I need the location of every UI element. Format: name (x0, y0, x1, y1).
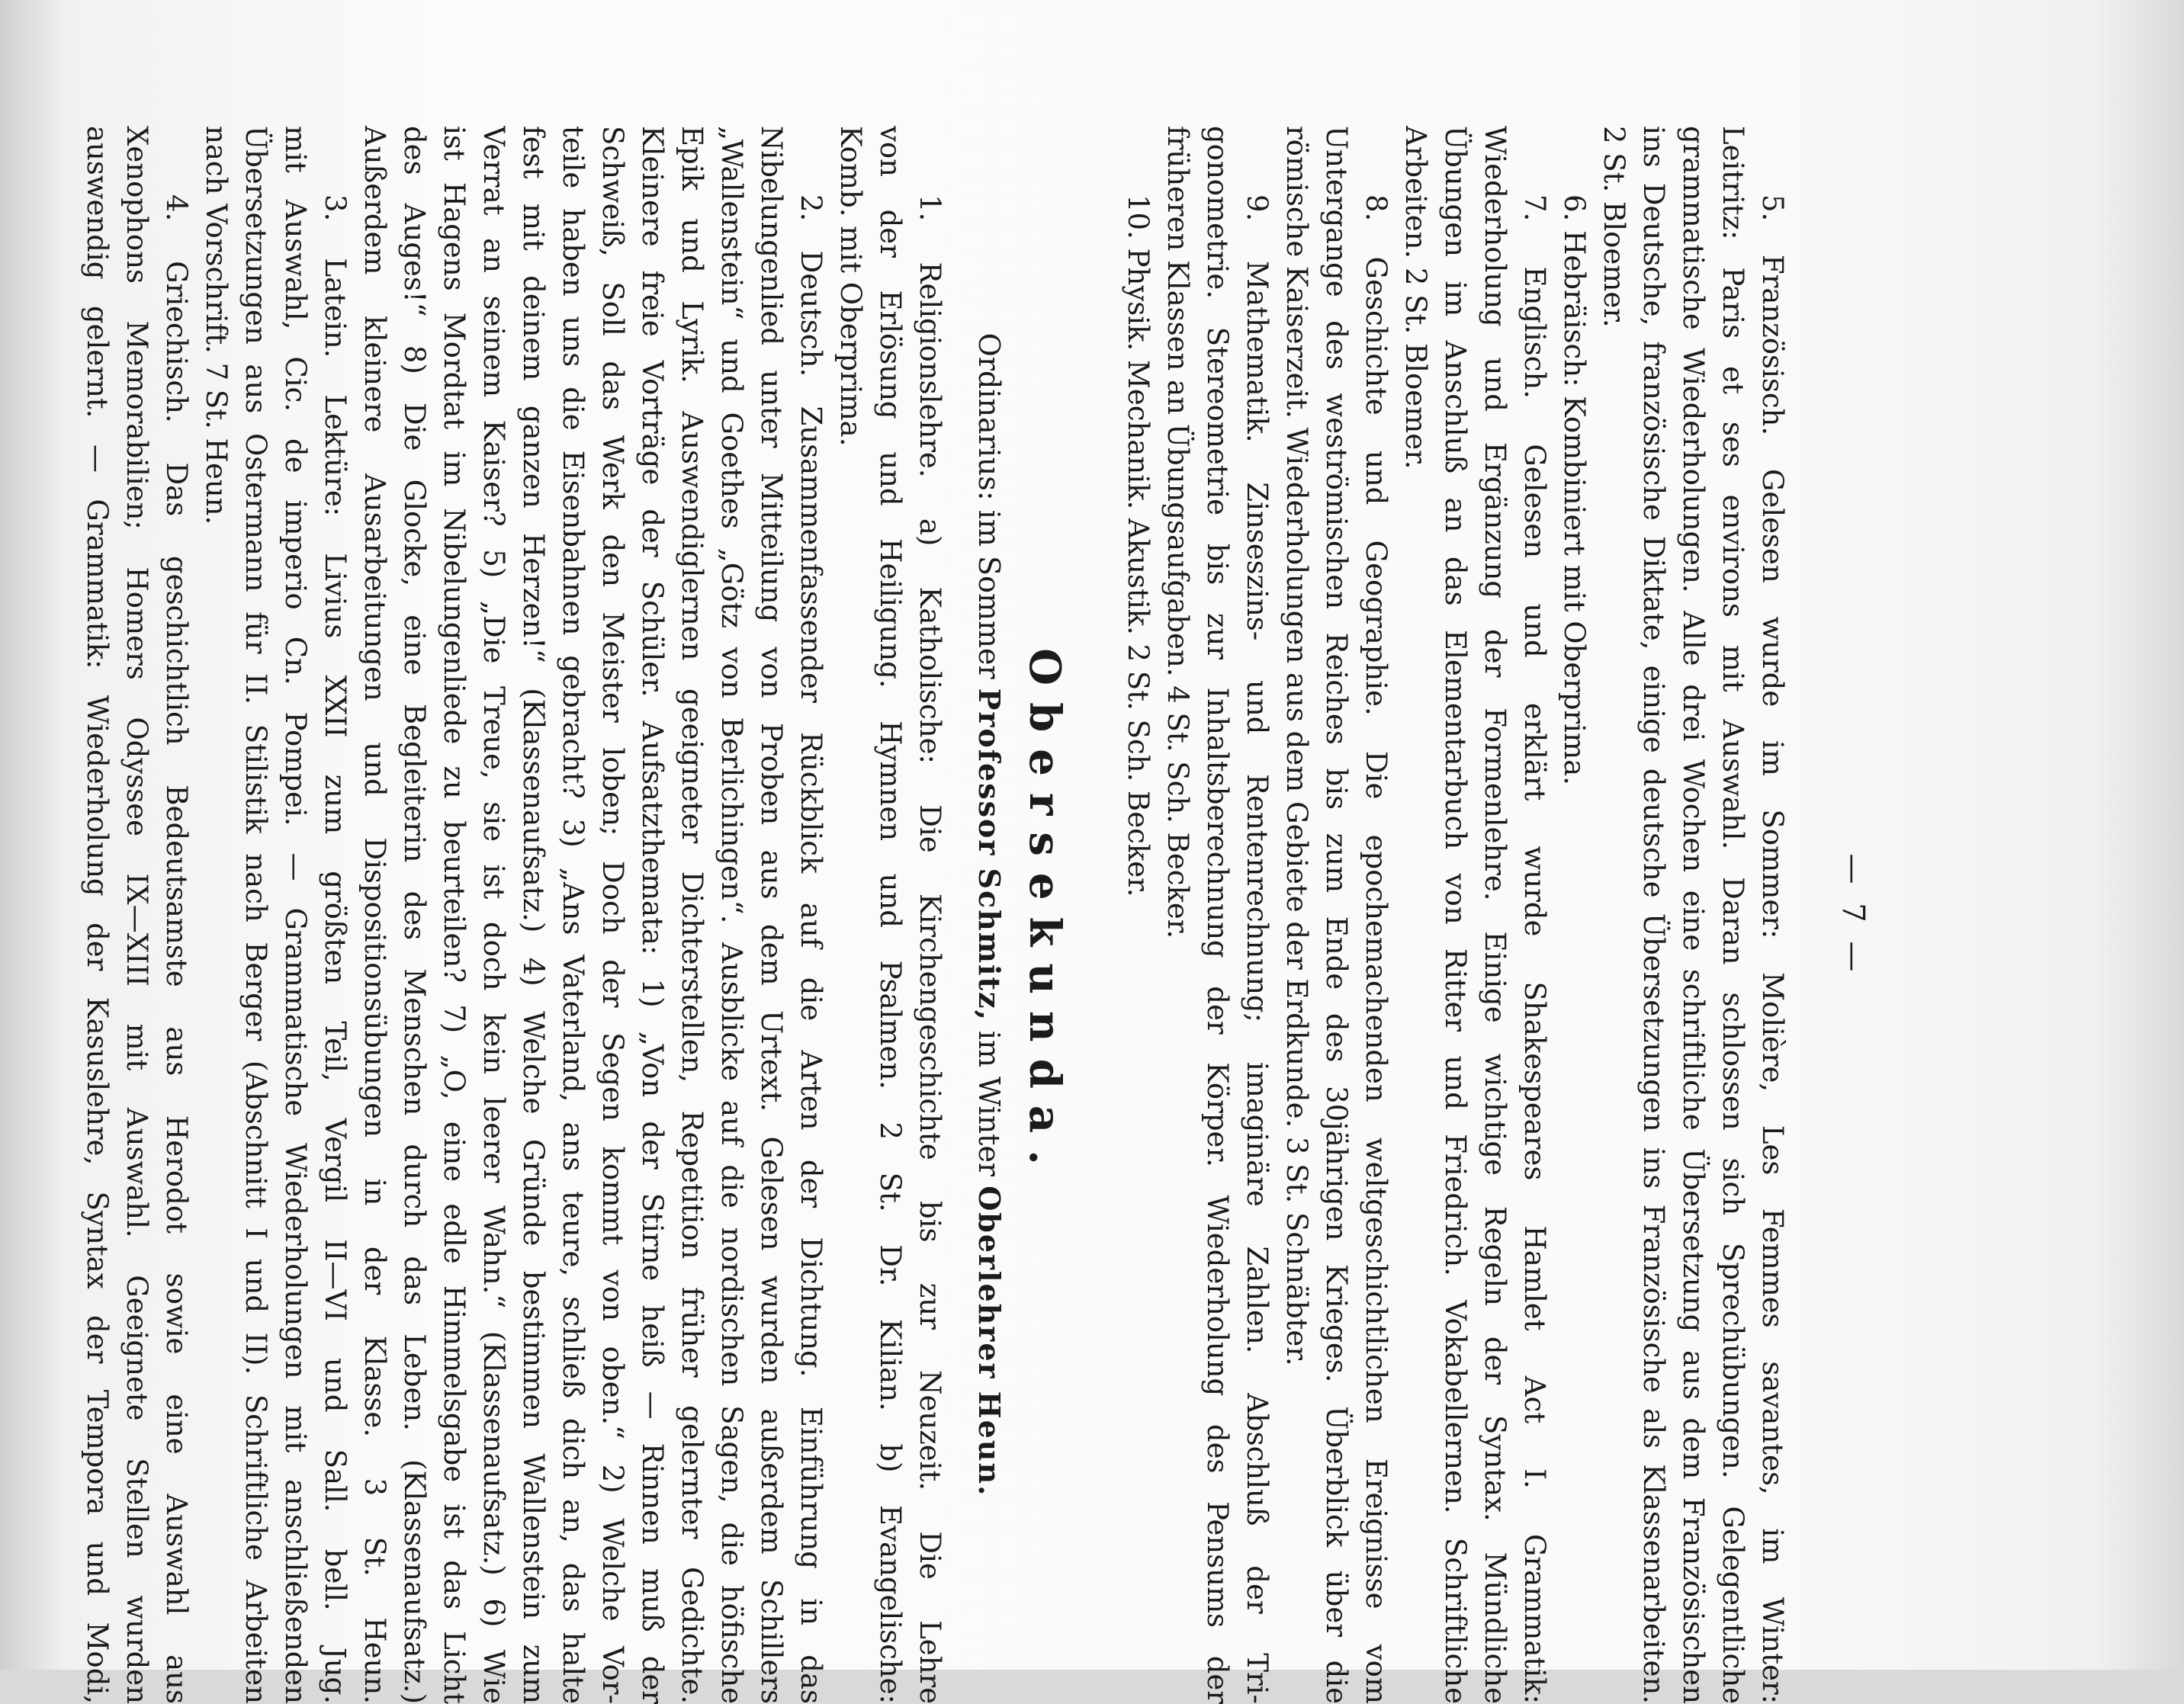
text-line: von der Erlösung und Heiligung. Hymnen und Psalmen. 2 St. Dr. Kilian. b) Evangelische: (874, 126, 907, 1704)
text-line: Außerdem kleinere Ausarbeitungen und Dispositionsübungen in der Klasse. 3 St. Heun. (358, 126, 391, 1704)
text-line: Übersetzungen aus Ostermann für II. Stilistik nach Berger (Abschnitt I und II). Schriftliche Arbeiten (239, 126, 272, 1704)
text-line: 7. Englisch. Gelesen und erklärt wurde Shakespeares Hamlet Act I. Grammatik: (1518, 194, 1551, 1704)
text-line: 6. Hebräisch: Kombiniert mit Oberprima. (1558, 194, 1591, 785)
text-line: 9. Mathematik. Zinseszins- und Rentenrechnung; imaginäre Zahlen. Abschluß der Tri- (1241, 194, 1273, 1704)
text-line: nach Vorschrift. 7 St. Heun. (200, 126, 233, 525)
text-line: 4. Griechisch. Das geschichtlich Bedeutsamste aus Herodot sowie eine Auswahl aus (160, 194, 193, 1704)
page-number: — 7 — (1836, 853, 1871, 977)
text-line: grammatische Wiederholungen. Alle drei Wochen eine schriftliche Übersetzung aus dem Französischen (1677, 126, 1710, 1704)
ordinarius-middle: im Winter (972, 1021, 1006, 1186)
text-line: Arbeiten. 2 St. Bloemer. (1399, 126, 1432, 470)
text-line: 2 St. Bloemer. (1598, 126, 1630, 328)
text-line: Wiederholung und Ergänzung der Formenlehre. Einige wichtige Regeln der Syntax. Mündliche (1479, 126, 1511, 1704)
text-line: fest mit deinem ganzen Herzen!“ (Klassenaufsatz.) 4) Welche Gründe bestimmen Wallenstein zum (517, 126, 550, 1704)
text-line: Verrat an seinem Kaiser? 5) „Die Treue, sie ist doch kein leerer Wahn.“ (Klassenaufsatz.) 6) Wie (477, 126, 510, 1704)
text-line: 2. Deutsch. Zusammenfassender Rückblick auf die Arten der Dichtung. Einführung in das (795, 194, 827, 1704)
text-line: Schweiß, Soll das Werk den Meister loben; Doch der Segen kommt von oben.“ 2) Welche Vor- (596, 126, 629, 1704)
text-line: ist Hagens Mordtat im Nibelungenliede zu beurteilen? 7) „O, eine edle Himmelsgabe ist das Licht (438, 126, 471, 1704)
text-line: gonometrie. Stereometrie bis zur Inhaltsberechnung der Körper. Wiederholung des Pensums der (1201, 126, 1234, 1704)
rotated-page (0, 126, 1876, 1704)
text-line: Xenophons Memorabilien; Homers Odyssee IX—XIII mit Auswahl. Geeignete Stellen wurden (120, 126, 153, 1704)
text-line: 1. Religionslehre. a) Katholische: Die Kirchengeschichte bis zur Neuzeit. Die Lehre (914, 194, 946, 1704)
text-line: Nibelungenlied unter Mitteilung von Proben aus dem Urtext. Gelesen wurden außerdem Schillers (755, 126, 788, 1704)
text-line: teile haben uns die Eisenbahnen gebracht? 3) „Ans Vaterland, ans teure, schließ dich an, das halte (557, 126, 589, 1704)
text-line: 10. Physik. Mechanik. Akustik. 2 St. Sch. Becker. (1122, 194, 1155, 897)
text-line: ins Deutsche, französische Diktate, einige deutsche Übersetzungen ins Französische als Klassenarbeiten. (1637, 126, 1670, 1704)
section-heading: Obersekunda. (1020, 648, 1070, 1182)
text-line: früheren Klassen an Übungsaufgaben. 4 St. Sch. Becker. (1161, 126, 1194, 939)
text-line: „Wallenstein“ und Goethes „Götz von Berlichingen“. Ausblicke auf die nordischen Sagen, die höfische (715, 126, 748, 1704)
ordinarius-line (968, 126, 1010, 1704)
ordinarius-summer: Professor Schmitz, (972, 688, 1007, 1022)
text-line: Kleinere freie Vorträge der Schüler. Aufsatzthemata: 1) „Von der Stirne heiß — Rinnen muß der (636, 126, 669, 1704)
text-line: auswendig gelernt. — Grammatik: Wiederholung der Kasuslehre, Syntax der Tempora und Modi, (81, 126, 114, 1704)
ordinarius-winter: Oberlehrer Heun. (972, 1186, 1007, 1497)
text-line: Untergange des weströmischen Reiches bis zum Ende des 30jährigen Krieges. Überblick über die (1320, 126, 1353, 1704)
text-line: 5. Französisch. Gelesen wurde im Sommer: Molière, Les Femmes savantes, im Winter: (1756, 194, 1789, 1704)
text-line: Epik und Lyrik. Auswendiglernen geeigneter Dichterstellen, Repetition früher gelernter Gedichte. (676, 126, 708, 1704)
text-line: Übungen im Anschluß an das Elementarbuch von Ritter und Friedrich. Vokabellernen. Schriftliche (1439, 126, 1472, 1704)
text-line: 3. Latein. Lektüre: Livius XXII zum größten Teil, Vergil II—VI und Sall. bell. Jug. (319, 194, 352, 1704)
text-line: 8. Geschichte und Geographie. Die epochemachenden weltgeschichtlichen Ereignisse vom (1360, 194, 1392, 1704)
text-line: römische Kaiserzeit. Wiederholungen aus dem Gebiete der Erdkunde. 3 St. Schnäbter. (1280, 126, 1313, 1366)
text-line: mit Auswahl, Cic. de imperio Cn. Pompei. — Grammatische Wiederholungen mit anschließenden (279, 126, 312, 1704)
text-line: des Auges!“ 8) Die Glocke, eine Begleiterin des Menschen durch das Leben. (Klassenaufsatz.) (398, 126, 431, 1704)
ordinarius-prefix: Ordinarius: im Sommer (972, 332, 1006, 688)
text-line: Leitritz: Paris et ses environs mit Auswahl. Daran schlossen sich Sprechübungen. Gelegentliche (1717, 126, 1749, 1704)
text-line: Komb. mit Oberprima. (834, 126, 867, 447)
